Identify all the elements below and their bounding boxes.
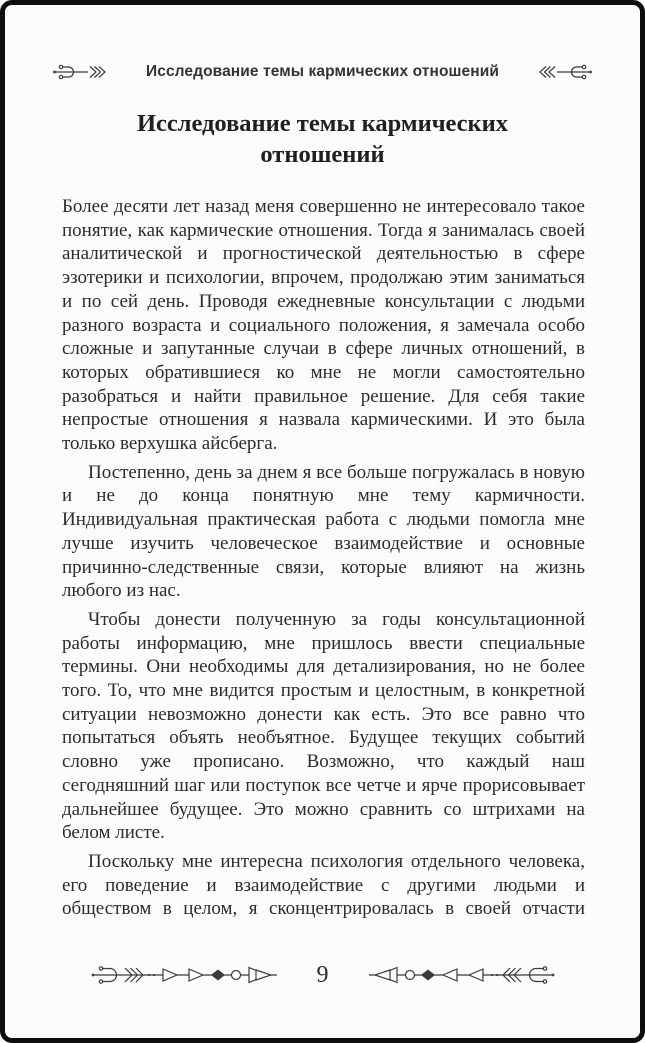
footer-right-tribal-arrow-left-icon <box>365 962 555 988</box>
paragraph: Поскольку мне интересна психология отдельного человека, его поведение и взаимодействие с другими людьми и обществом в целом, я сконцентрировалась в своей отчасти <box>62 850 585 920</box>
header-right-tribal-arrow-left-icon <box>537 62 593 82</box>
paragraph: Постепенно, день за днем я все больше погружалась в новую и не до конца понятную мне тему кармичности. Индивидуальная практическая работа с людьми помогла мне лучше изучить человеческое взаимодействие и основные причинно-следственные связи, которые влияют на жизнь любого из нас. <box>62 461 585 602</box>
header-left-tribal-arrow-right-icon <box>52 62 108 82</box>
chapter-title: Исследование темы кармических отношений <box>136 110 509 168</box>
footer-left-tribal-arrow-right-icon <box>91 962 281 988</box>
running-header-title: Исследование темы кармических отношений <box>146 63 499 80</box>
running-header <box>5 62 640 82</box>
body-text <box>62 195 585 921</box>
paragraph: Более десяти лет назад меня совершенно не интересовало такое понятие, как кармические отношения. Тогда я занималась своей аналитической и прогностической деятельностью в сфере эзотерики и психологии, впрочем, продолжаю этим заниматься и по сей день. Проводя ежедневные консультации с людьми разного возраста и социального положения, я замечала особо сложные и запутанные случаи в сфере личных отношений, в которых обратившиеся ко мне не могли самостоятельно разобраться и найти правильное решение. Для себя такие непростые отношения я назвала кармическими. И это была только верхушка айсберга. <box>62 196 585 455</box>
page-number: 9 <box>316 962 329 988</box>
paragraph: Чтобы донести полученную за годы консультационной работы информацию, мне пришлось ввести специальные термины. Они необходимы для детализирования, но не более того. То, что мне видится простым и целостным, в конкретной ситуации невозможно донести как есть. Это все равно что попытаться объять необъятное. Будущее текущих событий словно уже прописано. Возможно, что каждый наш сегодняшний шаг или поступок все четче и ярче прорисовывает дальнейшее будущее. Это можно сравнить со штрихами на белом листе. <box>62 608 585 844</box>
page-footer <box>5 962 640 988</box>
